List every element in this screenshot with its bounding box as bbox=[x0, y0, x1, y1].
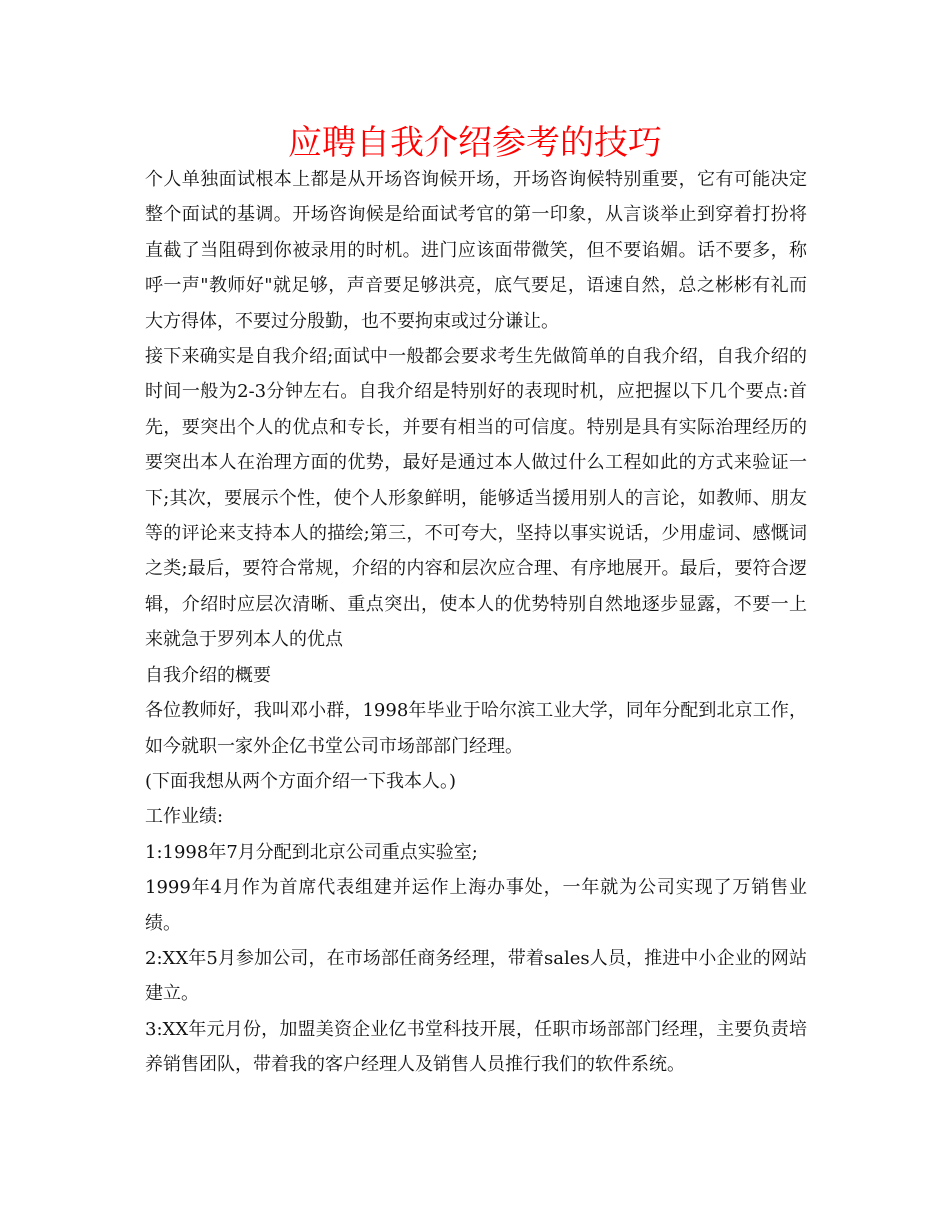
paragraph-self-introduction-tips: 接下来确实是自我介绍;面试中一般都会要求考生先做简单的自我介绍，自我介绍的时间一般为2-3分钟左右。自我介绍是特别好的表现时机，应把握以下几个要点:首先，要突出个人的优点和专长，并要有相当的可信度。特别是具有实际治理经历的要突出本人在治理方面的优势，最好是通过本人做过什么工程如此的方式来验证一下;其次，要展示个性，使个人形象鲜明，能够适当援用别人的言论，如教师、朋友等的评论来支持本人的描绘;第三，不可夸大，坚持以事实说话，少用虚词、感慨词之类;最后，要符合常规，介绍的内容和层次应合理、有序地展开。最后，要符合逻辑，介绍时应层次清晰、重点突出，使本人的优势特别自然地逐步显露，不要一上来就急于罗列本人的优点 bbox=[145, 346, 807, 651]
page-title: 应聘自我介绍参考的技巧 bbox=[288, 123, 662, 163]
list-item-achievement-3: 3:XX年元月份，加盟美资企业亿书堂科技开展，任职市场部部门经理，主要负责培养销售团队，带着我的客户经理人及销售人员推行我们的软件系统。 bbox=[145, 1018, 807, 1076]
list-item-achievement-1: 1:1998年7月分配到北京公司重点实验室; bbox=[145, 841, 478, 863]
paragraph-opening-greeting: 个人单独面试根本上都是从开场咨询候开场，开场咨询候特别重要，它有可能决定整个面试的基调。开场咨询候是给面试考官的第一印象，从言谈举止到穿着打扮将直截了当阻碍到你被录用的时机。进门应该面带微笑，但不要谄媚。话不要多，称呼一声"教师好"就足够，声音要足够洪亮，底气要足，语速自然，总之彬彬有礼而大方得体，不要过分殷勤，也不要拘束或过分谦让。 bbox=[145, 169, 807, 332]
list-item-achievement-2: 2:XX年5月参加公司，在市场部任商务经理，带着sales人员，推进中小企业的网站建立。 bbox=[145, 947, 807, 1005]
section-heading-work-achievements: 工作业绩: bbox=[145, 806, 224, 828]
list-item-achievement-1-detail: 1999年4月作为首席代表组建并运作上海办事处，一年就为公司实现了万销售业绩。 bbox=[145, 877, 807, 934]
paragraph-introduction: 各位教师好，我叫邓小群，1998年毕业于哈尔滨工业大学，同年分配到北京工作，如今就职一家外企亿书堂公司市场部部门经理。 bbox=[145, 700, 807, 757]
document-body bbox=[145, 162, 807, 1083]
section-heading-summary: 自我介绍的概要 bbox=[145, 664, 271, 686]
paragraph-note: (下面我想从两个方面介绍一下我本人。) bbox=[145, 770, 457, 792]
